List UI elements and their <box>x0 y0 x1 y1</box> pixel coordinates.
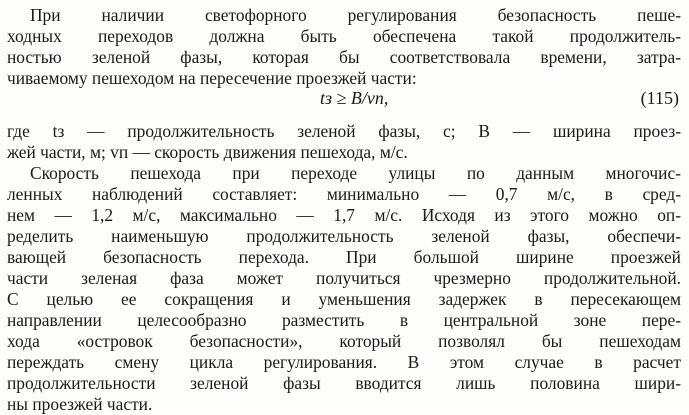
text-line: С целью ее сокращения и уменьшения задержек в пересекающем <box>7 289 681 309</box>
text-line: нем — 1,2 м/с, максимально — 1,7 м/с. Исходя из этого можно оп- <box>7 205 681 225</box>
text-line: ходных переходов должна быть обеспечена такой продолжитель- <box>7 26 681 46</box>
text-line: чиваемому пешеходом на пересечение проезжей части: <box>7 68 417 88</box>
text-line: части зеленая фаза может получиться чрезмерно продолжительной. <box>7 268 681 288</box>
text-line: ны проезжей части. <box>7 394 153 414</box>
text-line: продолжительности зеленой фазы вводится лишь половина шири- <box>7 373 681 393</box>
text-line: При наличии светофорного регулирования безопасность пеше- <box>30 5 681 25</box>
definition-line: где tз — продолжительность зеленой фазы, с; B — ширина проез- <box>7 121 681 141</box>
formula: tз ≥ B/vп, <box>320 88 389 108</box>
text-line: направлении целесообразно разместить в центральной зоне пере- <box>7 310 681 330</box>
text-line: хода «островок безопасности», который позволял бы пешеходам <box>7 331 681 351</box>
text-line: вающей безопасность перехода. При большой ширине проезжей <box>7 247 681 267</box>
text-line: ленных наблюдений составляет: минимально — 0,7 м/с, в сред- <box>7 184 681 204</box>
text-line: Скорость пешехода при переходе улицы по данным многочис- <box>30 163 681 183</box>
definition-line: жей части, м; vп — скорость движения пешехода, м/с. <box>7 142 408 162</box>
equation-number: (115) <box>640 88 679 108</box>
text-line: ностью зеленой фазы, которая бы соответствовала времени, затра- <box>7 47 681 67</box>
text-line: ределить наименьшую продолжительность зеленой фазы, обеспечи- <box>7 226 681 246</box>
text-line: переждать смену цикла регулирования. В этом случае в расчет <box>7 352 681 372</box>
